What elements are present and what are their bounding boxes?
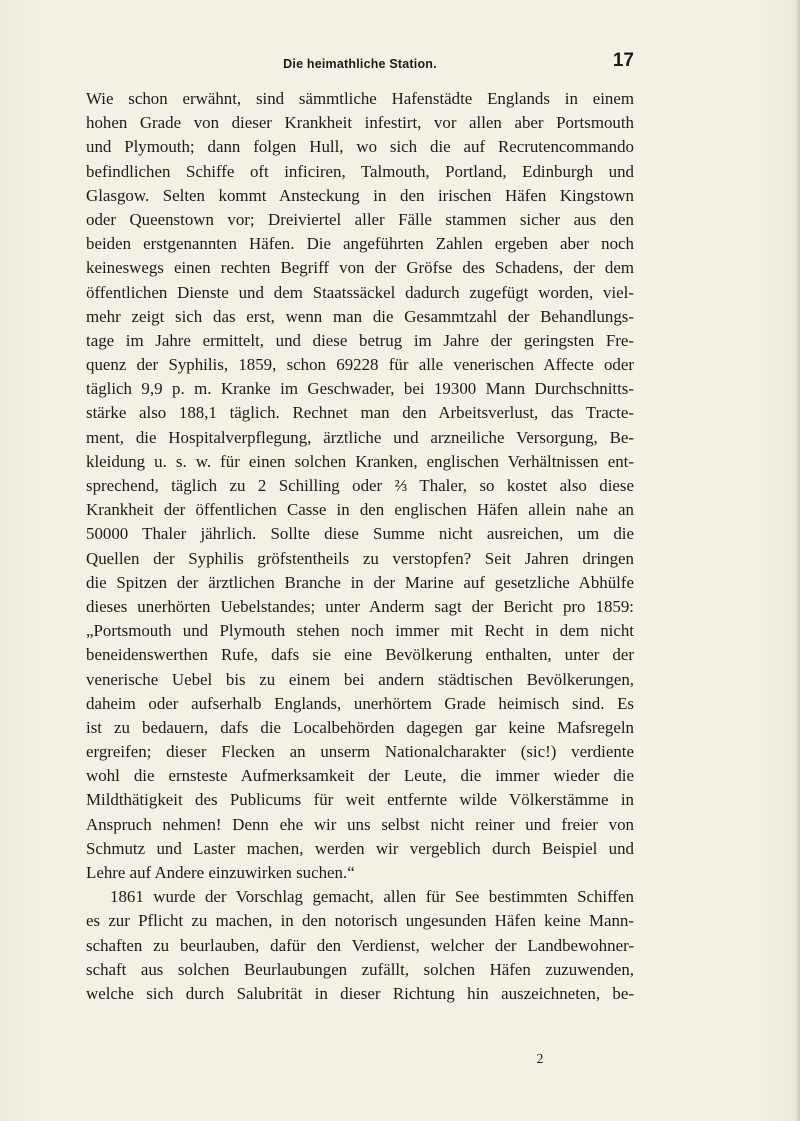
text-line: Lehre auf Andere einzuwirken suchen.“ [86,863,355,882]
text-line: „Portsmouth und Plymouth stehen noch immer mit Recht in dem nicht [86,621,634,641]
text-line: kleidung u. s. w. für einen solchen Kranken, englischen Verhältnissen ent- [86,451,634,471]
text-line: wohl die ernsteste Aufmerksamkeit der Leute, die immer wieder die [86,766,634,786]
text-line: daheim oder aufserhalb Englands, unerhörtem Grade heimisch sind. Es [86,693,634,713]
text-line: mehr zeigt sich das erst, wenn man die Gesammtzahl der Behandlungs- [86,306,634,326]
text-line: ment, die Hospitalverpflegung, ärztliche und arzneiliche Versorgung, Be- [86,427,634,447]
text-line: Krankheit der öffentlichen Casse in den englischen Häfen allein nahe an [86,500,634,520]
text-line: Schmutz und Laster machen, werden wir vergeblich durch Beispiel und [86,838,634,858]
signature-mark: 2 [536,1052,544,1067]
text-line: oder Queenstown vor; Dreiviertel aller Fälle stammen sicher aus den [86,209,634,229]
text-line: dieses unerhörten Uebelstandes; unter Anderm sagt der Bericht pro 1859: [86,596,634,616]
text-line: 50000 Thaler jährlich. Sollte diese Summe nicht ausreichen, um die [86,524,634,544]
text-line: welche sich durch Salubrität in dieser Richtung hin auszeichneten, be- [86,983,634,1003]
text-line: täglich 9,9 p. m. Kranke im Geschwader, bei 19300 Mann Durchschnitts- [86,379,634,399]
text-line: beneidenswerthen Rufe, dafs sie eine Bevölkerung enthalten, unter der [86,645,634,665]
text-line: schaft aus solchen Beurlaubungen zufällt, solchen Häfen zuzuwenden, [86,959,634,979]
text-line: Anspruch nehmen! Denn ehe wir uns selbst nicht reiner und freier von [86,814,634,834]
text-line: stärke also 188,1 täglich. Rechnet man den Arbeitsverlust, das Tracte- [86,403,634,423]
text-line: Quellen der Syphilis gröfstentheils zu verstopfen? Seit Jahren dringen [86,548,634,568]
text-line: öffentlichen Dienste und dem Staatssäckel dadurch zugefügt worden, viel- [86,282,634,302]
running-head: Die heimathliche Station. [283,57,437,71]
text-line: schaften zu beurlauben, dafür den Verdienst, welcher der Landbewohner- [86,935,634,955]
text-line: quenz der Syphilis, 1859, schon 69228 für alle venerischen Affecte oder [86,355,634,375]
page-header [86,50,634,80]
text-line: die Spitzen der ärztlichen Branche in der Marine auf gesetzliche Abhülfe [86,572,634,592]
text-line: Glasgow. Selten kommt Ansteckung in den irischen Häfen Kingstown [86,185,634,205]
text-line: es zur Pflicht zu machen, in den notorisch ungesunden Häfen keine Mann- [86,911,634,931]
text-line: keineswegs einen rechten Begriff von der Gröfse des Schadens, der dem [86,258,634,278]
text-line: sprechend, täglich zu 2 Schilling oder ⅔ Thaler, so kostet also diese [86,476,634,495]
body-text [86,87,634,1006]
text-line: und Plymouth; dann folgen Hull, wo sich die auf Recrutencommando [86,137,634,157]
text-line: venerische Uebel bis zu einem bei andern städtischen Bevölkerungen, [86,669,634,689]
text-line: 1861 wurde der Vorschlag gemacht, allen für See bestimmten Schiffen [110,887,634,907]
page-number: 17 [612,50,634,71]
text-line: ist zu bedauern, dafs die Localbehörden dagegen gar keine Mafsregeln [86,717,634,737]
text-line: befindlichen Schiffe oft inficiren, Talmouth, Portland, Edinburgh und [86,161,634,181]
text-line: hohen Grade von dieser Krankheit infestirt, vor allen aber Portsmouth [86,113,634,133]
text-line: Wie schon erwähnt, sind sämmtliche Hafenstädte Englands in einem [86,89,634,108]
text-line: Mildthätigkeit des Publicums für weit entfernte wilde Völkerstämme in [86,790,634,810]
text-line: beiden erstgenannten Häfen. Die angeführten Zahlen ergeben aber noch [86,234,634,254]
text-line: tage im Jahre ermittelt, und diese betrug im Jahre der geringsten Fre- [86,330,634,350]
page-edge-shadow [795,0,800,1121]
text-line: ergreifen; dieser Flecken an unserm Nationalcharakter (sic!) verdiente [86,742,634,762]
